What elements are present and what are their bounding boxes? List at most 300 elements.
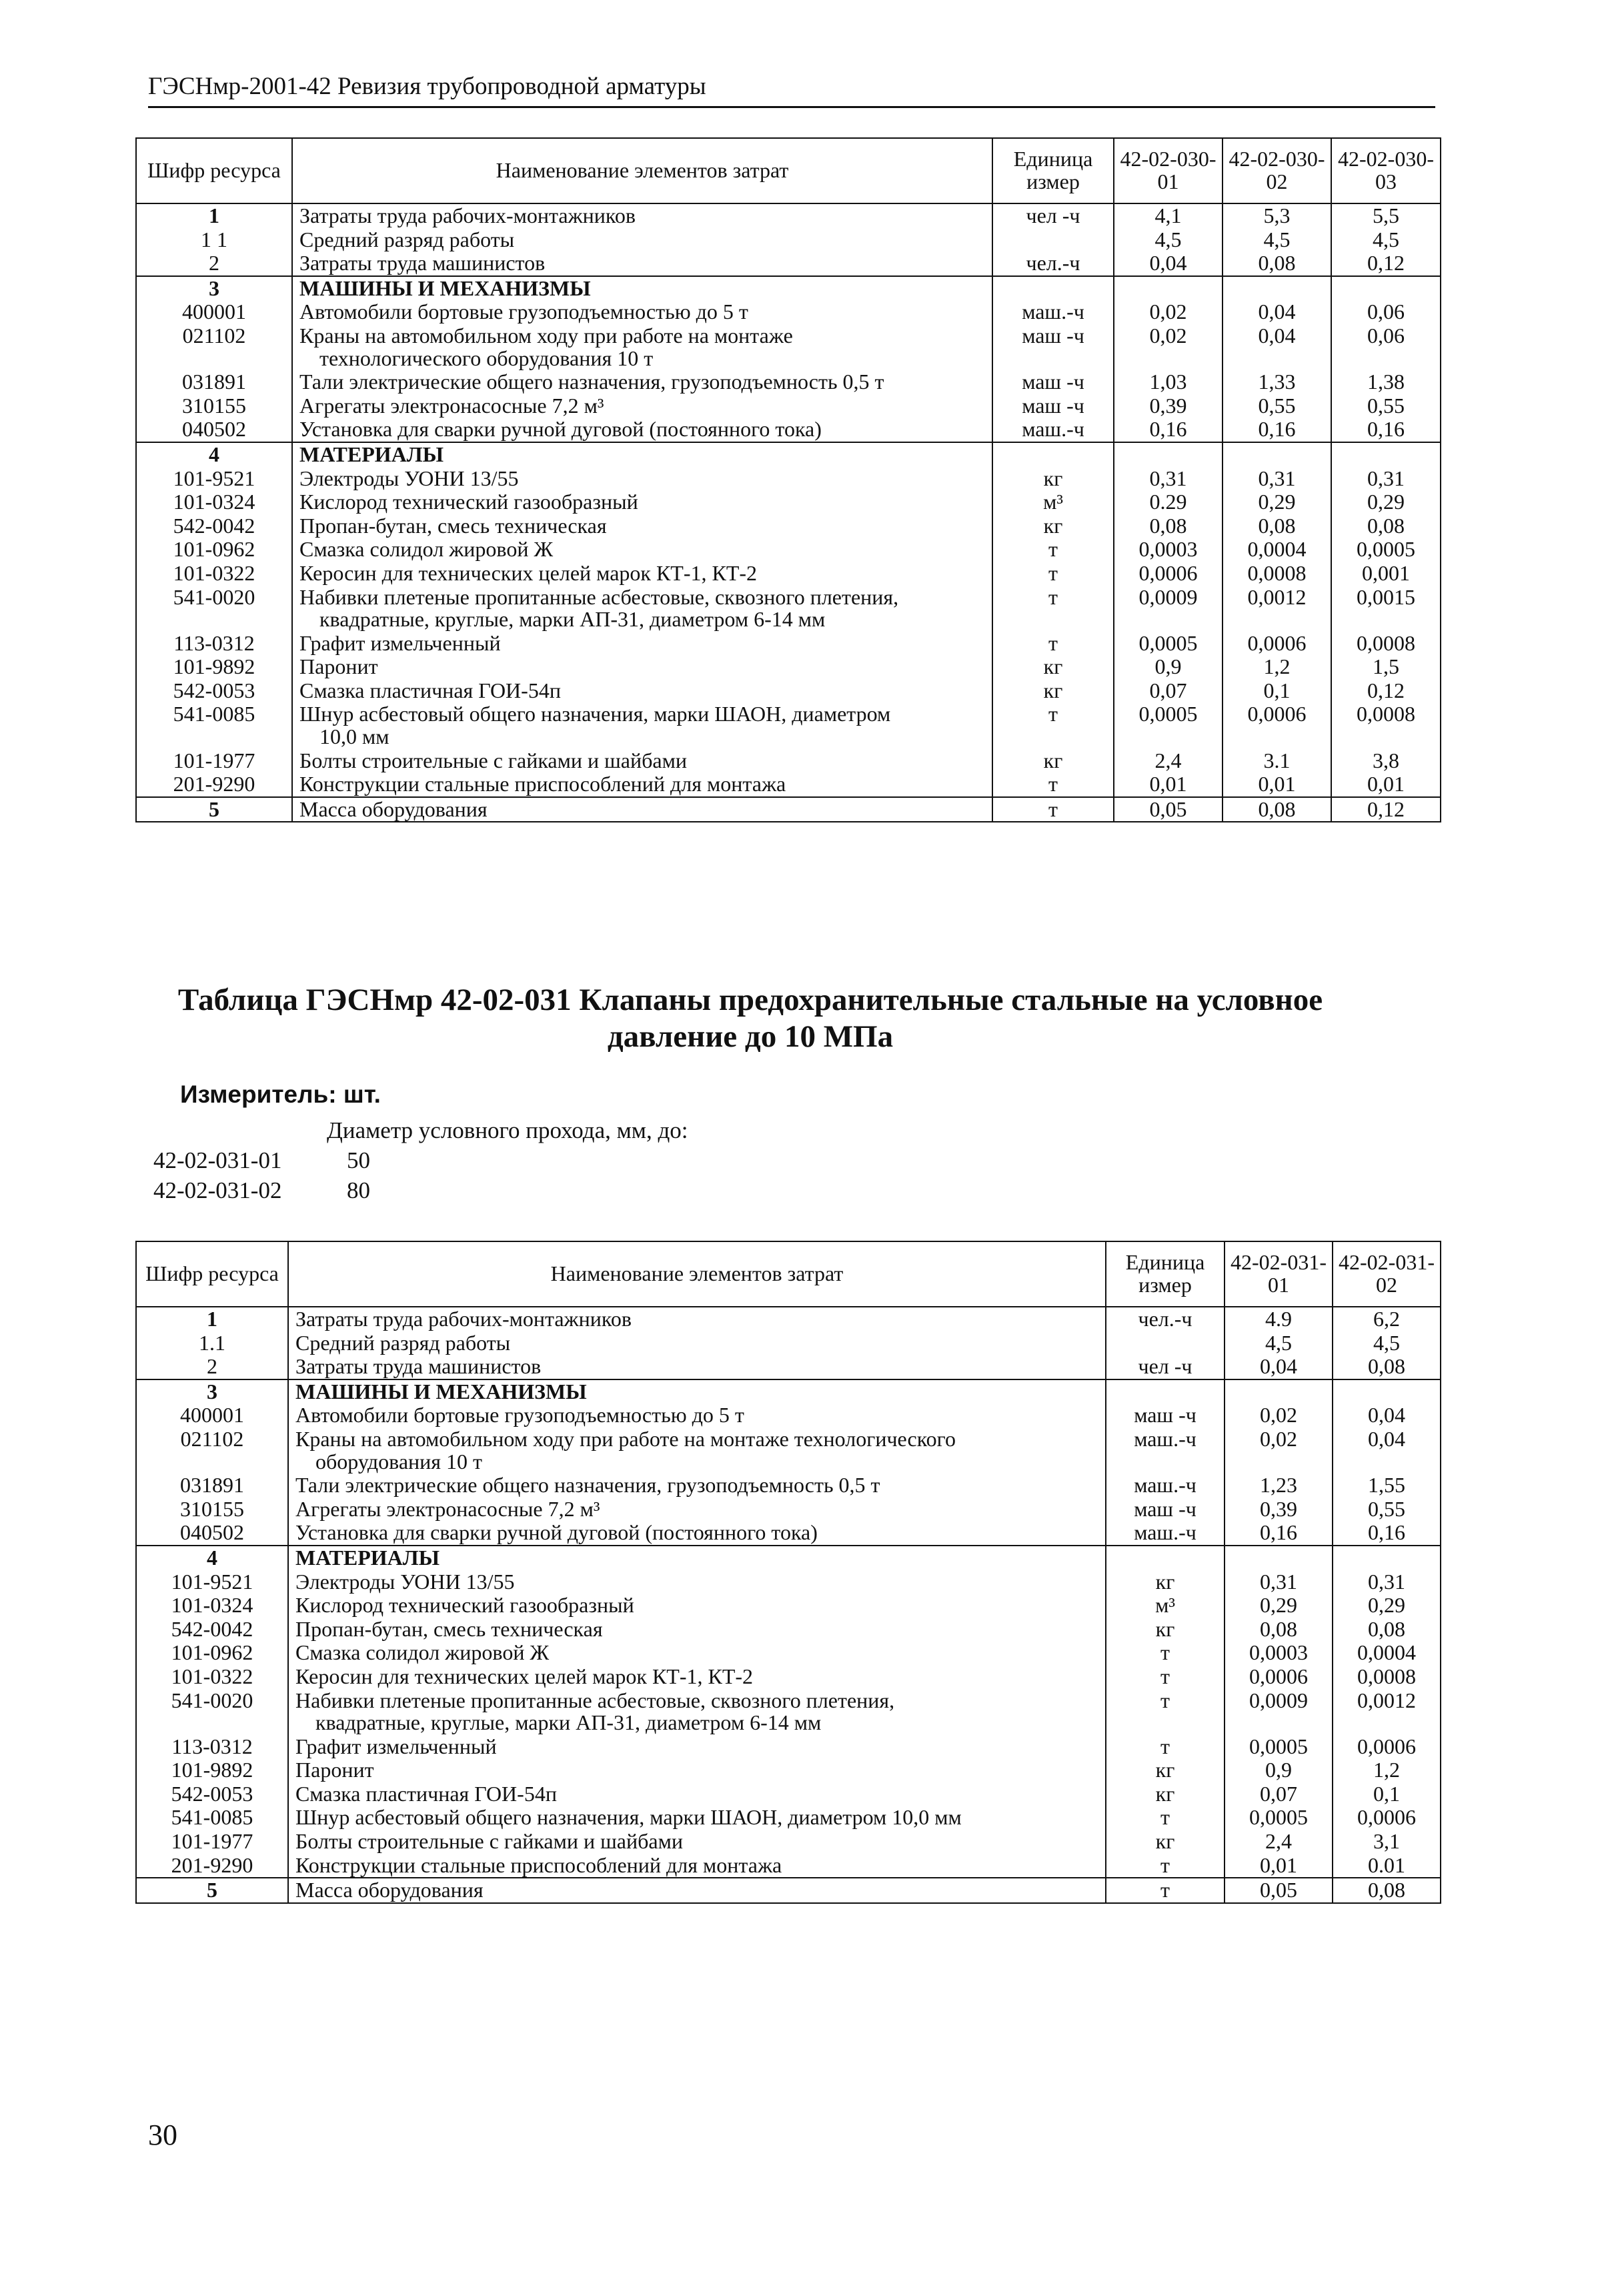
table-row bbox=[136, 251, 1441, 276]
table-row bbox=[136, 1878, 1441, 1903]
norm-value-3: 0,12 bbox=[1331, 797, 1441, 822]
resource-code: 040502 bbox=[136, 418, 292, 442]
table-row bbox=[136, 797, 1441, 822]
table-row bbox=[136, 1806, 1441, 1830]
resource-name-text: Смазка солидол жировой Ж bbox=[299, 537, 554, 562]
norm-value-2: 0,29 bbox=[1223, 490, 1331, 514]
norm-value-2: 0,08 bbox=[1223, 797, 1331, 822]
resource-code: 101-9521 bbox=[136, 1570, 288, 1594]
norm-value-1: 4.9 bbox=[1225, 1307, 1333, 1331]
section-heading-row bbox=[136, 1379, 1441, 1404]
resource-unit: чел -ч bbox=[1106, 1355, 1225, 1379]
norm-value-1: 0,31 bbox=[1114, 467, 1223, 491]
resource-code: 4 bbox=[136, 442, 292, 467]
resource-code: 101-0322 bbox=[136, 562, 292, 586]
measure-unit: Измеритель: шт. bbox=[180, 1081, 381, 1108]
table-row bbox=[136, 1641, 1441, 1665]
resource-code: 3 bbox=[136, 1379, 288, 1404]
resource-name-text: Кислород технический газообразный bbox=[299, 490, 638, 514]
resource-name bbox=[288, 1758, 1106, 1782]
resource-name bbox=[288, 1641, 1106, 1665]
resource-code: 101-9892 bbox=[136, 655, 292, 679]
resource-name bbox=[292, 538, 992, 562]
resource-code: 101-1977 bbox=[136, 1830, 288, 1854]
norm-value-2: 0,04 bbox=[1333, 1427, 1441, 1474]
norm-value-1: 0.29 bbox=[1114, 490, 1223, 514]
resource-unit bbox=[1106, 1331, 1225, 1355]
resource-code: 101-9521 bbox=[136, 467, 292, 491]
resource-name-text: Пропан-бутан, смесь техническая bbox=[299, 513, 607, 538]
table-row bbox=[136, 1735, 1441, 1759]
resource-code: 201-9290 bbox=[136, 1854, 288, 1878]
norm-value-1: 0,02 bbox=[1114, 300, 1223, 324]
resource-unit: кг bbox=[1106, 1758, 1225, 1782]
resource-name bbox=[288, 1854, 1106, 1878]
norm-value-2: 0,55 bbox=[1333, 1498, 1441, 1522]
table-row bbox=[136, 562, 1441, 586]
norm-value-2: 0,16 bbox=[1223, 418, 1331, 442]
norm-value-2: 0,04 bbox=[1223, 300, 1331, 324]
resource-unit: т bbox=[1106, 1735, 1225, 1759]
resource-unit: кг bbox=[992, 514, 1114, 538]
resource-code: 040502 bbox=[136, 1521, 288, 1546]
resource-name bbox=[292, 490, 992, 514]
resource-unit: кг bbox=[992, 655, 1114, 679]
resource-name-text: Агрегаты электронасосные 7,2 м³ bbox=[299, 393, 604, 418]
norm-value-2: 0,1 bbox=[1333, 1782, 1441, 1806]
resource-unit: т bbox=[1106, 1878, 1225, 1903]
resource-code: 101-0322 bbox=[136, 1665, 288, 1689]
resource-code: 1 bbox=[136, 203, 292, 228]
resource-name bbox=[288, 1618, 1106, 1642]
norm-value-2: 0,31 bbox=[1223, 467, 1331, 491]
resource-unit: т bbox=[992, 797, 1114, 822]
norm-value-1: 0,08 bbox=[1225, 1618, 1333, 1642]
table-title-line-1: Таблица ГЭСНмр 42-02-031 Клапаны предохранительные стальные на условное bbox=[177, 983, 1323, 1017]
resource-name bbox=[288, 1498, 1106, 1522]
resource-name bbox=[288, 1355, 1106, 1379]
resource-code: 542-0042 bbox=[136, 514, 292, 538]
resource-code: 101-9892 bbox=[136, 1758, 288, 1782]
resource-name-text: Смазка солидол жировой Ж bbox=[295, 1640, 550, 1665]
table-row bbox=[136, 1782, 1441, 1806]
norm-value-2 bbox=[1333, 1546, 1441, 1570]
norm-value-1: 0,04 bbox=[1114, 251, 1223, 276]
resource-name-text: Автомобили бортовые грузоподъемностью до 5 т bbox=[295, 1403, 744, 1427]
resource-name bbox=[288, 1594, 1106, 1618]
page-header: ГЭСНмр-2001-42 Ревизия трубопроводной арматуры bbox=[148, 72, 1435, 108]
norm-value-2: 0,0006 bbox=[1333, 1735, 1441, 1759]
norm-value-1: 0,04 bbox=[1225, 1355, 1333, 1379]
norm-value-1: 2,4 bbox=[1114, 749, 1223, 773]
resource-unit: чел.-ч bbox=[992, 251, 1114, 276]
resource-unit: т bbox=[1106, 1806, 1225, 1830]
resource-code: 101-0962 bbox=[136, 538, 292, 562]
resource-code: 101-0324 bbox=[136, 490, 292, 514]
variant-code: 42-02-031-01 bbox=[153, 1147, 282, 1173]
table-row bbox=[136, 586, 1441, 632]
resource-unit bbox=[1106, 1546, 1225, 1570]
table-row bbox=[136, 1307, 1441, 1331]
norm-value-1: 0,02 bbox=[1225, 1403, 1333, 1427]
norm-value-2 bbox=[1223, 276, 1331, 301]
resource-name-text: Установка для сварки ручной дуговой (постоянного тока) bbox=[295, 1520, 818, 1545]
norm-value-1: 0,0003 bbox=[1114, 538, 1223, 562]
norm-value-1 bbox=[1225, 1379, 1333, 1404]
resource-name bbox=[288, 1689, 1106, 1735]
resource-unit: м³ bbox=[992, 490, 1114, 514]
resource-code: 542-0042 bbox=[136, 1618, 288, 1642]
norm-value-3: 0,29 bbox=[1331, 490, 1441, 514]
table-row bbox=[136, 1854, 1441, 1878]
resource-unit: кг bbox=[992, 749, 1114, 773]
norm-value-1: 4,5 bbox=[1114, 228, 1223, 252]
resource-name bbox=[292, 632, 992, 656]
norm-value-2: 0.01 bbox=[1333, 1854, 1441, 1878]
resource-name-continuation: квадратные, круглые, марки АП-31, диаметром 6-14 мм bbox=[315, 1710, 822, 1735]
norm-value-1: 0,9 bbox=[1114, 655, 1223, 679]
resource-name-continuation: квадратные, круглые, марки АП-31, диаметром 6-14 мм bbox=[319, 607, 826, 632]
resource-unit: т bbox=[1106, 1665, 1225, 1689]
norm-value-2: 0,0008 bbox=[1333, 1665, 1441, 1689]
norm-value-1: 2,4 bbox=[1225, 1830, 1333, 1854]
resource-name-text: Затраты труда рабочих-монтажников bbox=[295, 1307, 632, 1331]
page-number: 30 bbox=[148, 2119, 177, 2151]
norm-value-1: 0,9 bbox=[1225, 1758, 1333, 1782]
norm-value-1: 1,03 bbox=[1114, 370, 1223, 394]
resource-name-text: Конструкции стальные приспособлений для монтажа bbox=[295, 1852, 782, 1877]
resource-name-text: Краны на автомобильном ходу при работе на монтаже bbox=[299, 323, 793, 348]
resource-name-text: Тали электрические общего назначения, грузоподъемность 0,5 т bbox=[299, 370, 884, 394]
resource-name-text: Набивки плетеные пропитанные асбестовые, сквозного плетения, bbox=[299, 584, 899, 609]
resource-unit: т bbox=[1106, 1689, 1225, 1735]
column-header-unit: Единица измер bbox=[1106, 1241, 1225, 1307]
table-row bbox=[136, 394, 1441, 418]
resource-code: 101-0962 bbox=[136, 1641, 288, 1665]
resource-unit: чел.-ч bbox=[1106, 1307, 1225, 1331]
resource-unit: т bbox=[992, 562, 1114, 586]
table-row bbox=[136, 655, 1441, 679]
norm-value-3: 0,0008 bbox=[1331, 632, 1441, 656]
norm-value-3 bbox=[1331, 442, 1441, 467]
norm-value-1: 0,16 bbox=[1114, 418, 1223, 442]
resource-name bbox=[292, 300, 992, 324]
norm-value-3: 0,31 bbox=[1331, 467, 1441, 491]
norm-value-1: 0,01 bbox=[1225, 1854, 1333, 1878]
resource-code: 101-1977 bbox=[136, 749, 292, 773]
norm-value-2: 0,0004 bbox=[1333, 1641, 1441, 1665]
norm-value-2: 0,08 bbox=[1333, 1355, 1441, 1379]
norm-value-1 bbox=[1114, 276, 1223, 301]
norm-value-1: 0,07 bbox=[1225, 1782, 1333, 1806]
resource-name bbox=[292, 251, 992, 276]
norm-value-3: 0,12 bbox=[1331, 679, 1441, 703]
resource-name-text: Паронит bbox=[295, 1758, 374, 1782]
table-header-row bbox=[136, 1241, 1441, 1307]
resource-name bbox=[288, 1570, 1106, 1594]
norm-value-2 bbox=[1223, 442, 1331, 467]
resource-code: 021102 bbox=[136, 1427, 288, 1474]
norm-value-1: 0,31 bbox=[1225, 1570, 1333, 1594]
norm-value-2: 0,0012 bbox=[1333, 1689, 1441, 1735]
resource-unit: маш -ч bbox=[1106, 1403, 1225, 1427]
norm-value-1 bbox=[1225, 1546, 1333, 1570]
resource-code: 541-0085 bbox=[136, 1806, 288, 1830]
norm-value-2: 0,31 bbox=[1333, 1570, 1441, 1594]
resource-code: 113-0312 bbox=[136, 1735, 288, 1759]
resource-code: 5 bbox=[136, 1878, 288, 1903]
norm-value-2: 3,1 bbox=[1333, 1830, 1441, 1854]
resource-name bbox=[292, 203, 992, 228]
resource-name bbox=[288, 1474, 1106, 1498]
norm-value-3: 1,38 bbox=[1331, 370, 1441, 394]
table-row bbox=[136, 1498, 1441, 1522]
table-row bbox=[136, 1665, 1441, 1689]
table-row bbox=[136, 203, 1441, 228]
resource-name-text: Графит измельченный bbox=[295, 1734, 497, 1758]
column-header-variant-3: 42-02-030-03 bbox=[1331, 138, 1441, 203]
table-row bbox=[136, 228, 1441, 252]
diameter-caption: Диаметр условного прохода, мм, до: bbox=[327, 1117, 688, 1143]
resource-name-text: Пропан-бутан, смесь техническая bbox=[295, 1616, 603, 1641]
resource-unit: т bbox=[992, 702, 1114, 748]
norm-value-3: 1,5 bbox=[1331, 655, 1441, 679]
resource-name bbox=[288, 1379, 1106, 1404]
table-row bbox=[136, 1689, 1441, 1735]
resource-name-text: Тали электрические общего назначения, грузоподъемность 0,5 т bbox=[295, 1473, 880, 1498]
section-heading-row bbox=[136, 1546, 1441, 1570]
resource-name-text: МАШИНЫ И МЕХАНИЗМЫ bbox=[299, 275, 591, 300]
table-row bbox=[136, 1758, 1441, 1782]
resource-name bbox=[292, 772, 992, 797]
norm-value-2: 5,3 bbox=[1223, 203, 1331, 228]
resource-name bbox=[292, 442, 992, 467]
resource-code: 310155 bbox=[136, 1498, 288, 1522]
resource-unit: м³ bbox=[1106, 1594, 1225, 1618]
resource-code: 031891 bbox=[136, 370, 292, 394]
resource-code: 1 1 bbox=[136, 228, 292, 252]
resource-name bbox=[292, 562, 992, 586]
norm-value-2: 0,1 bbox=[1223, 679, 1331, 703]
resource-unit: кг bbox=[1106, 1782, 1225, 1806]
resource-name-continuation: 10,0 мм bbox=[319, 724, 389, 749]
resource-unit: т bbox=[1106, 1641, 1225, 1665]
resource-unit bbox=[1106, 1379, 1225, 1404]
column-header-variant-1: 42-02-031-01 bbox=[1225, 1241, 1333, 1307]
norm-value-2: 3.1 bbox=[1223, 749, 1331, 773]
norm-value-1: 0,0005 bbox=[1225, 1806, 1333, 1830]
resource-name-text: Затраты труда машинистов bbox=[299, 251, 546, 275]
resource-name-text: МАТЕРИАЛЫ bbox=[299, 442, 444, 466]
norm-value-2: 0,08 bbox=[1333, 1878, 1441, 1903]
norm-value-1: 0,39 bbox=[1114, 394, 1223, 418]
table-row bbox=[136, 538, 1441, 562]
norm-value-1: 0,0009 bbox=[1225, 1689, 1333, 1735]
norm-value-2: 1,33 bbox=[1223, 370, 1331, 394]
resource-name-text: Керосин для технических целей марок КТ-1, КТ-2 bbox=[299, 560, 758, 585]
resource-name-text: Графит измельченный bbox=[299, 630, 501, 655]
resource-name bbox=[288, 1331, 1106, 1355]
resource-code: 101-0324 bbox=[136, 1594, 288, 1618]
resource-name bbox=[288, 1665, 1106, 1689]
resource-name-text: Агрегаты электронасосные 7,2 м³ bbox=[295, 1496, 600, 1521]
resource-name bbox=[292, 418, 992, 442]
resource-unit: маш.-ч bbox=[1106, 1521, 1225, 1546]
resource-name-text: Автомобили бортовые грузоподъемностью до 5 т bbox=[299, 300, 748, 324]
norm-value-3: 0,16 bbox=[1331, 418, 1441, 442]
resource-name-text: Смазка пластичная ГОИ-54п bbox=[299, 678, 561, 702]
column-header-variant-1: 42-02-030-01 bbox=[1114, 138, 1223, 203]
resource-unit bbox=[992, 228, 1114, 252]
resource-unit: т bbox=[992, 586, 1114, 632]
norm-value-3: 5,5 bbox=[1331, 203, 1441, 228]
table-title bbox=[143, 982, 1357, 1056]
resource-name bbox=[288, 1307, 1106, 1331]
norm-value-1: 0,02 bbox=[1114, 324, 1223, 370]
resource-code: 113-0312 bbox=[136, 632, 292, 656]
norm-value-2: 0,16 bbox=[1333, 1521, 1441, 1546]
resource-name-text: Электроды УОНИ 13/55 bbox=[299, 466, 519, 490]
norm-value-1: 1,23 bbox=[1225, 1474, 1333, 1498]
norm-value-2: 0,08 bbox=[1223, 514, 1331, 538]
resource-name bbox=[292, 276, 992, 301]
resource-name bbox=[292, 797, 992, 822]
norm-value-1: 0,0005 bbox=[1114, 702, 1223, 748]
resource-name bbox=[288, 1878, 1106, 1903]
norm-value-1: 4,1 bbox=[1114, 203, 1223, 228]
norm-value-3: 0,55 bbox=[1331, 394, 1441, 418]
resource-code: 4 bbox=[136, 1546, 288, 1570]
resource-code: 1.1 bbox=[136, 1331, 288, 1355]
resource-name-text: Масса оборудования bbox=[295, 1878, 484, 1902]
table-row bbox=[136, 1618, 1441, 1642]
resource-name-text: Средний разряд работы bbox=[295, 1330, 511, 1355]
resource-name-text: Керосин для технических целей марок КТ-1, КТ-2 bbox=[295, 1664, 754, 1688]
norm-value-3: 0,0008 bbox=[1331, 702, 1441, 748]
table-row bbox=[136, 1521, 1441, 1546]
resource-name bbox=[292, 370, 992, 394]
norm-value-1: 0,0006 bbox=[1114, 562, 1223, 586]
resource-unit: маш.-ч bbox=[1106, 1474, 1225, 1498]
resource-name bbox=[292, 749, 992, 773]
resource-name bbox=[288, 1735, 1106, 1759]
resource-unit: кг bbox=[1106, 1570, 1225, 1594]
table-row bbox=[136, 467, 1441, 491]
resource-name-text: Шнур асбестовый общего назначения, марки ШАОН, диаметром bbox=[299, 702, 891, 726]
section-heading-row bbox=[136, 442, 1441, 467]
resource-name bbox=[288, 1546, 1106, 1570]
norm-value-2: 1,2 bbox=[1333, 1758, 1441, 1782]
column-header-unit: Единица измер bbox=[992, 138, 1114, 203]
norm-value-1: 0,08 bbox=[1114, 514, 1223, 538]
resource-unit: маш.-ч bbox=[992, 300, 1114, 324]
table-header-row bbox=[136, 138, 1441, 203]
resource-unit: кг bbox=[1106, 1830, 1225, 1854]
resource-name-continuation: технологического оборудования 10 т bbox=[319, 346, 654, 370]
norm-value-2: 0,08 bbox=[1333, 1618, 1441, 1642]
norm-value-2: 0,01 bbox=[1223, 772, 1331, 797]
norm-value-1: 0,0003 bbox=[1225, 1641, 1333, 1665]
norm-value-3: 0,06 bbox=[1331, 300, 1441, 324]
norm-value-1: 0,02 bbox=[1225, 1427, 1333, 1474]
table-row bbox=[136, 772, 1441, 797]
resource-name-text: Паронит bbox=[299, 654, 378, 679]
resource-name-text: Конструкции стальные приспособлений для монтажа bbox=[299, 772, 786, 796]
norm-value-1: 0,39 bbox=[1225, 1498, 1333, 1522]
resource-name bbox=[288, 1427, 1106, 1474]
resource-code: 541-0085 bbox=[136, 702, 292, 748]
table-row bbox=[136, 1355, 1441, 1379]
norm-value-2: 0,04 bbox=[1223, 324, 1331, 370]
section-heading-row bbox=[136, 276, 1441, 301]
norm-value-2: 0,08 bbox=[1223, 251, 1331, 276]
resource-code: 310155 bbox=[136, 394, 292, 418]
resource-unit: т bbox=[992, 772, 1114, 797]
resource-name-text: Смазка пластичная ГОИ-54п bbox=[295, 1781, 557, 1806]
variant-code: 42-02-031-02 bbox=[153, 1177, 282, 1203]
resource-code: 541-0020 bbox=[136, 586, 292, 632]
table-title-line-2: давление до 10 МПа bbox=[607, 1019, 894, 1055]
resource-name bbox=[292, 679, 992, 703]
table-row bbox=[136, 1403, 1441, 1427]
resource-unit: маш.-ч bbox=[1106, 1427, 1225, 1474]
resource-unit: маш.-ч bbox=[992, 418, 1114, 442]
resource-name-text: Установка для сварки ручной дуговой (постоянного тока) bbox=[299, 417, 822, 442]
resource-name bbox=[288, 1830, 1106, 1854]
resource-code: 031891 bbox=[136, 1474, 288, 1498]
resource-code: 021102 bbox=[136, 324, 292, 370]
resource-unit: маш -ч bbox=[992, 324, 1114, 370]
table-body bbox=[136, 203, 1441, 822]
table-row bbox=[136, 490, 1441, 514]
resource-code: 542-0053 bbox=[136, 679, 292, 703]
norm-value-2: 0,0008 bbox=[1223, 562, 1331, 586]
norm-value-1: 0,29 bbox=[1225, 1594, 1333, 1618]
table-row bbox=[136, 702, 1441, 748]
norm-value-2: 0,0006 bbox=[1223, 702, 1331, 748]
norm-value-2 bbox=[1333, 1379, 1441, 1404]
resource-code: 541-0020 bbox=[136, 1689, 288, 1735]
resource-name-text: Болты строительные с гайками и шайбами bbox=[299, 748, 687, 772]
column-header-name: Наименование элементов затрат bbox=[292, 138, 992, 203]
table-body bbox=[136, 1307, 1441, 1903]
norm-value-1: 0,16 bbox=[1225, 1521, 1333, 1546]
norm-value-1: 0,0006 bbox=[1225, 1665, 1333, 1689]
resource-code: 201-9290 bbox=[136, 772, 292, 797]
norm-value-1: 0,0005 bbox=[1114, 632, 1223, 656]
norm-value-2: 0,0006 bbox=[1223, 632, 1331, 656]
resource-name-text: Кислород технический газообразный bbox=[295, 1593, 634, 1618]
resource-unit: кг bbox=[992, 679, 1114, 703]
resource-unit: т bbox=[992, 538, 1114, 562]
norm-value-2: 6,2 bbox=[1333, 1307, 1441, 1331]
variant-value: 50 bbox=[347, 1147, 370, 1173]
norm-value-1: 0,01 bbox=[1114, 772, 1223, 797]
resource-unit: кг bbox=[992, 467, 1114, 491]
norm-value-2: 4,5 bbox=[1223, 228, 1331, 252]
resource-table-030 bbox=[135, 137, 1441, 822]
norm-value-3: 0,08 bbox=[1331, 514, 1441, 538]
resource-unit bbox=[992, 442, 1114, 467]
table-row bbox=[136, 1474, 1441, 1498]
table-row bbox=[136, 1427, 1441, 1474]
table-row bbox=[136, 1830, 1441, 1854]
norm-value-2: 0,55 bbox=[1223, 394, 1331, 418]
resource-name-continuation: оборудования 10 т bbox=[315, 1449, 482, 1474]
norm-value-3: 4,5 bbox=[1331, 228, 1441, 252]
norm-value-2: 0,0004 bbox=[1223, 538, 1331, 562]
resource-code: 542-0053 bbox=[136, 1782, 288, 1806]
